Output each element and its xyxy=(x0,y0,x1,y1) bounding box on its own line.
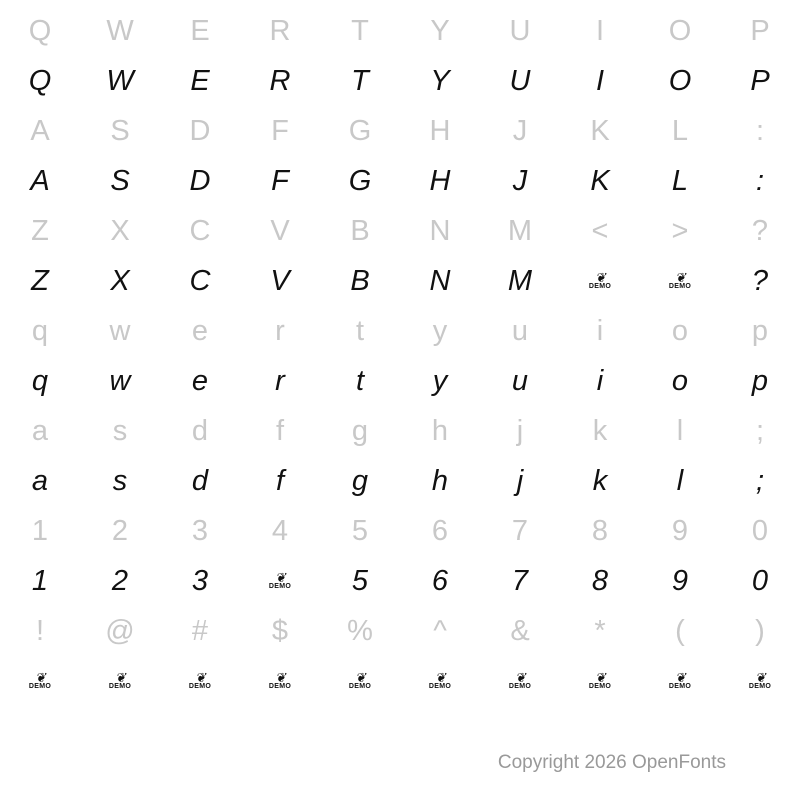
leaf-glyph-icon: ❦ xyxy=(595,669,605,685)
reference-glyph: % xyxy=(347,614,373,647)
reference-glyph: I xyxy=(595,14,605,47)
reference-glyph: 4 xyxy=(271,514,289,547)
specimen-glyph: : xyxy=(755,164,765,197)
demo-placeholder-icon xyxy=(668,269,692,291)
demo-label: DEMO xyxy=(508,683,532,691)
specimen-glyph: i xyxy=(596,364,604,397)
reference-glyph: D xyxy=(189,114,211,147)
demo-label: DEMO xyxy=(188,683,212,691)
reference-glyph: > xyxy=(671,214,689,247)
specimen-glyph: D xyxy=(189,164,211,197)
specimen-glyph: J xyxy=(512,164,528,197)
leaf-glyph-icon: ❦ xyxy=(675,669,685,685)
demo-placeholder-icon xyxy=(348,669,372,691)
reference-glyph: * xyxy=(594,614,606,647)
reference-glyph: ; xyxy=(755,414,765,447)
reference-glyph: p xyxy=(751,314,769,347)
reference-glyph: : xyxy=(755,114,765,147)
demo-label: DEMO xyxy=(348,683,372,691)
specimen-glyph: 5 xyxy=(351,564,369,597)
specimen-glyph: Z xyxy=(31,264,49,297)
reference-glyph: r xyxy=(275,314,285,347)
demo-placeholder-icon xyxy=(188,669,212,691)
demo-label: DEMO xyxy=(428,683,452,691)
reference-glyph: 8 xyxy=(591,514,609,547)
reference-glyph: M xyxy=(507,214,533,247)
reference-glyph: d xyxy=(191,414,209,447)
specimen-glyph: 6 xyxy=(431,564,449,597)
specimen-glyph: s xyxy=(112,464,128,497)
demo-label: DEMO xyxy=(668,283,692,291)
specimen-glyph: u xyxy=(511,364,529,397)
reference-glyph: U xyxy=(509,14,531,47)
reference-glyph: O xyxy=(668,14,692,47)
leaf-glyph-icon: ❦ xyxy=(275,569,285,585)
reference-glyph: X xyxy=(110,214,130,247)
specimen-glyph: t xyxy=(355,364,365,397)
specimen-glyph: j xyxy=(516,464,524,497)
reference-glyph: F xyxy=(271,114,289,147)
specimen-glyph: l xyxy=(676,464,684,497)
reference-glyph: h xyxy=(431,414,449,447)
demo-placeholder-icon xyxy=(668,669,692,691)
reference-glyph: 2 xyxy=(111,514,129,547)
reference-glyph: 9 xyxy=(671,514,689,547)
reference-glyph: g xyxy=(351,414,369,447)
demo-label: DEMO xyxy=(668,683,692,691)
specimen-glyph: W xyxy=(106,64,134,97)
specimen-glyph: P xyxy=(750,64,770,97)
leaf-glyph-icon: ❦ xyxy=(435,669,445,685)
reference-glyph: Q xyxy=(28,14,52,47)
specimen-glyph xyxy=(400,656,480,706)
specimen-glyph: o xyxy=(671,364,689,397)
specimen-glyph: I xyxy=(595,64,605,97)
reference-glyph: t xyxy=(355,314,365,347)
specimen-glyph: K xyxy=(590,164,610,197)
reference-glyph: a xyxy=(31,414,49,447)
demo-label: DEMO xyxy=(268,583,292,591)
reference-glyph: $ xyxy=(271,614,289,647)
specimen-glyph xyxy=(80,656,160,706)
specimen-glyph: 0 xyxy=(751,564,769,597)
specimen-glyph: 1 xyxy=(31,564,49,597)
reference-glyph: s xyxy=(112,414,128,447)
specimen-glyph xyxy=(160,656,240,706)
reference-glyph: i xyxy=(596,314,604,347)
reference-glyph: e xyxy=(191,314,209,347)
specimen-glyph: 7 xyxy=(511,564,529,597)
specimen-glyph: h xyxy=(431,464,449,497)
specimen-glyph xyxy=(640,656,720,706)
reference-glyph: A xyxy=(30,114,50,147)
specimen-glyph: e xyxy=(191,364,209,397)
leaf-glyph-icon: ❦ xyxy=(355,669,365,685)
reference-glyph: Y xyxy=(430,14,450,47)
reference-glyph: 3 xyxy=(191,514,209,547)
specimen-glyph: Y xyxy=(430,64,450,97)
leaf-glyph-icon: ❦ xyxy=(275,669,285,685)
specimen-glyph: G xyxy=(348,164,372,197)
reference-glyph: f xyxy=(275,414,285,447)
reference-glyph: ? xyxy=(751,214,769,247)
specimen-glyph: r xyxy=(275,364,285,397)
reference-glyph: & xyxy=(510,614,530,647)
reference-glyph: w xyxy=(109,314,131,347)
specimen-glyph: y xyxy=(432,364,448,397)
specimen-glyph: C xyxy=(189,264,211,297)
specimen-glyph xyxy=(560,656,640,706)
specimen-glyph xyxy=(240,656,320,706)
leaf-glyph-icon: ❦ xyxy=(35,669,45,685)
demo-label: DEMO xyxy=(588,283,612,291)
copyright-footer: Copyright 2026 OpenFonts xyxy=(497,752,726,773)
specimen-glyph: a xyxy=(31,464,49,497)
specimen-glyph xyxy=(560,256,640,306)
demo-placeholder-icon xyxy=(108,669,132,691)
reference-glyph: u xyxy=(511,314,529,347)
demo-placeholder-icon xyxy=(428,669,452,691)
specimen-glyph: ? xyxy=(751,264,769,297)
reference-glyph: Z xyxy=(31,214,49,247)
reference-glyph: ! xyxy=(35,614,45,647)
reference-glyph: 6 xyxy=(431,514,449,547)
specimen-glyph: g xyxy=(351,464,369,497)
demo-placeholder-icon xyxy=(588,269,612,291)
specimen-glyph: 3 xyxy=(191,564,209,597)
demo-placeholder-icon xyxy=(588,669,612,691)
demo-label: DEMO xyxy=(28,683,52,691)
reference-glyph: W xyxy=(106,14,134,47)
reference-glyph: q xyxy=(31,314,49,347)
demo-label: DEMO xyxy=(748,683,772,691)
specimen-glyph: 9 xyxy=(671,564,689,597)
reference-glyph: 0 xyxy=(751,514,769,547)
reference-glyph: N xyxy=(429,214,451,247)
demo-placeholder-icon xyxy=(748,669,772,691)
reference-glyph: ( xyxy=(675,614,685,647)
reference-glyph: K xyxy=(590,114,610,147)
specimen-glyph: 8 xyxy=(591,564,609,597)
reference-glyph: S xyxy=(110,114,130,147)
specimen-glyph: U xyxy=(509,64,531,97)
specimen-glyph: X xyxy=(110,264,130,297)
reference-glyph: k xyxy=(592,414,608,447)
reference-glyph: ^ xyxy=(433,614,447,647)
leaf-glyph-icon: ❦ xyxy=(195,669,205,685)
specimen-glyph: O xyxy=(668,64,692,97)
reference-glyph: C xyxy=(189,214,211,247)
demo-placeholder-icon xyxy=(268,569,292,591)
demo-label: DEMO xyxy=(268,683,292,691)
reference-glyph: L xyxy=(671,114,689,147)
reference-glyph: 1 xyxy=(31,514,49,547)
specimen-glyph: L xyxy=(671,164,689,197)
reference-glyph: G xyxy=(348,114,372,147)
reference-glyph: 7 xyxy=(511,514,529,547)
leaf-glyph-icon: ❦ xyxy=(595,269,605,285)
reference-glyph: B xyxy=(350,214,370,247)
specimen-glyph xyxy=(640,256,720,306)
demo-placeholder-icon xyxy=(268,669,292,691)
specimen-glyph xyxy=(320,656,400,706)
specimen-glyph: B xyxy=(350,264,370,297)
specimen-glyph: S xyxy=(110,164,130,197)
reference-glyph: o xyxy=(671,314,689,347)
demo-label: DEMO xyxy=(108,683,132,691)
specimen-glyph: k xyxy=(592,464,608,497)
specimen-glyph xyxy=(240,556,320,606)
specimen-glyph: R xyxy=(269,64,291,97)
leaf-glyph-icon: ❦ xyxy=(115,669,125,685)
specimen-glyph: 2 xyxy=(111,564,129,597)
reference-glyph: 5 xyxy=(351,514,369,547)
reference-glyph: T xyxy=(351,14,369,47)
reference-glyph: < xyxy=(591,214,609,247)
specimen-glyph xyxy=(480,656,560,706)
glyph-grid xyxy=(0,6,800,706)
reference-glyph: j xyxy=(516,414,524,447)
specimen-glyph: A xyxy=(30,164,50,197)
leaf-glyph-icon: ❦ xyxy=(675,269,685,285)
reference-glyph: H xyxy=(429,114,451,147)
reference-glyph: ) xyxy=(755,614,765,647)
specimen-glyph: M xyxy=(507,264,533,297)
specimen-glyph: V xyxy=(270,264,290,297)
specimen-glyph xyxy=(720,656,800,706)
specimen-glyph: d xyxy=(191,464,209,497)
specimen-glyph: T xyxy=(351,64,369,97)
reference-glyph: @ xyxy=(105,614,135,647)
specimen-glyph: f xyxy=(275,464,285,497)
specimen-glyph: F xyxy=(271,164,289,197)
specimen-glyph xyxy=(0,656,80,706)
demo-placeholder-icon xyxy=(508,669,532,691)
leaf-glyph-icon: ❦ xyxy=(755,669,765,685)
specimen-glyph: Q xyxy=(28,64,52,97)
specimen-glyph: H xyxy=(429,164,451,197)
specimen-glyph: ; xyxy=(755,464,765,497)
reference-glyph: E xyxy=(190,14,210,47)
reference-glyph: V xyxy=(270,214,290,247)
specimen-glyph: q xyxy=(31,364,49,397)
reference-glyph: y xyxy=(432,314,448,347)
reference-glyph: J xyxy=(512,114,528,147)
specimen-glyph: E xyxy=(190,64,210,97)
reference-glyph: l xyxy=(676,414,684,447)
demo-label: DEMO xyxy=(588,683,612,691)
leaf-glyph-icon: ❦ xyxy=(515,669,525,685)
specimen-glyph: N xyxy=(429,264,451,297)
reference-glyph: # xyxy=(191,614,209,647)
demo-placeholder-icon xyxy=(28,669,52,691)
specimen-glyph: w xyxy=(109,364,131,397)
specimen-glyph: p xyxy=(751,364,769,397)
reference-glyph: R xyxy=(269,14,291,47)
reference-glyph: P xyxy=(750,14,770,47)
